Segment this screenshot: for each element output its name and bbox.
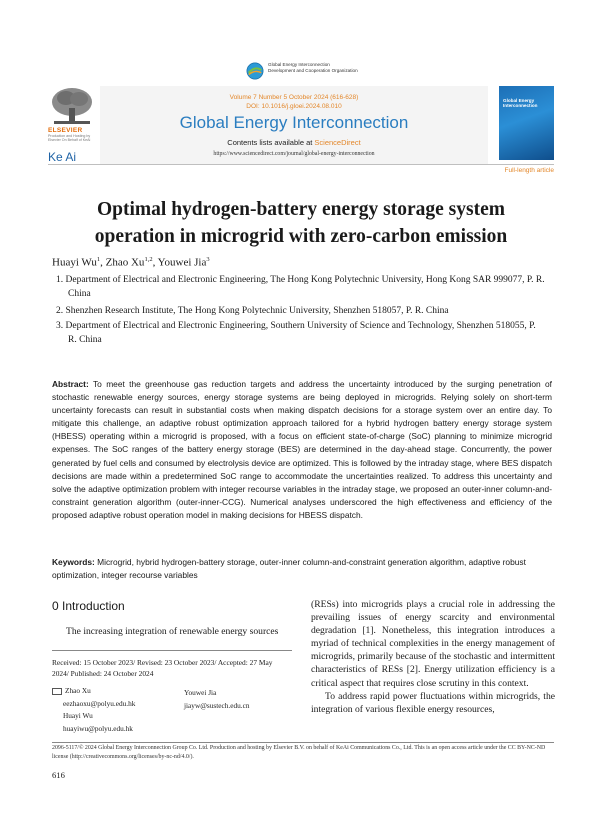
affiliation-number: 1. <box>56 275 64 285</box>
affiliation-text: Department of Electrical and Electronic Engineering, Southern University of Science and Technology, Shenzhen 518055, P. R. China <box>65 321 536 345</box>
contact-email[interactable]: jiayw@sustech.edu.cn <box>184 700 250 710</box>
intro-paragraph: To address rapid power fluctuations within microgrids, the integration of various flexible energy resources, <box>311 690 555 715</box>
author-separator: , <box>100 256 106 269</box>
author-affiliation-mark: 3 <box>206 256 210 263</box>
intro-left-paragraph: The increasing integration of renewable energy sources <box>66 626 279 637</box>
contact-name: Huayi Wu <box>63 711 93 720</box>
contents-prefix: Contents lists available at <box>227 138 315 147</box>
keywords-text: Microgrid, hybrid hydrogen-battery storage, outer-inner column-and-constraint generation algorithm, adaptive robust optimization, integer recourse variables <box>52 557 526 581</box>
contact-youwei-jia <box>184 687 249 712</box>
elsevier-wordmark: ELSEVIER <box>48 127 83 134</box>
org-logo-icon <box>246 62 264 80</box>
affiliation-item <box>56 305 546 319</box>
org-name-line1: Global Energy Interconnection <box>268 62 330 67</box>
keywords <box>52 556 552 582</box>
intro-paragraph: (RESs) into microgrids plays a crucial role in addressing the prevailing issues of energy scarcity and environmental degradation [1]. Nonetheless, this integration introduces a myriad of technical complexities in the energy management of microgrids, primarily because of the stochastic and intermittent characteristics of RESs [2]. Energy utilization efficiency is a critical aspect that requires close scrutiny in this context. <box>311 599 555 689</box>
paper-title-line1: Optimal hydrogen-battery energy storage system <box>97 199 505 220</box>
abstract-label: Abstract: <box>52 379 89 389</box>
elsevier-tree-logo-icon <box>48 86 96 126</box>
page-number: 616 <box>52 770 65 780</box>
cover-title: Global Energy Interconnection <box>503 98 538 109</box>
intro-right-column <box>311 598 555 716</box>
affiliation-number: 3. <box>56 321 64 331</box>
author-list <box>52 256 210 269</box>
contact-email[interactable]: eezhaoxu@polyu.edu.hk <box>63 698 136 708</box>
volume-line: Volume 7 Number 5 October 2024 (616-628) <box>229 94 359 101</box>
affiliation-text: Shenzhen Research Institute, The Hong Kong Polytechnic University, Shenzhen 518057, P. R. China <box>65 306 449 316</box>
affiliation-text: Department of Electrical and Electronic Engineering, The Hong Kong Polytechnic University, Hong Kong SAR 999077, P. R. China <box>65 275 545 299</box>
journal-title: Global Energy Interconnection <box>179 113 409 132</box>
elsevier-tagline: Production and Hosting by Elsevier On Behalf of KeAi <box>48 134 91 143</box>
keai-logo: Ke Ai <box>48 150 77 164</box>
paper-title <box>48 196 554 250</box>
affiliation-item <box>56 320 546 347</box>
contact-email[interactable]: huayiwu@polyu.edu.hk <box>63 723 133 733</box>
contact-name: Zhao Xu <box>65 686 91 695</box>
envelope-icon <box>52 688 62 695</box>
author-name: Zhao Xu <box>105 256 145 269</box>
copyright-notice: 2096-5117/© 2024 Global Energy Interconnection Group Co. Ltd. Production and hosting by Elsevier B.V. on behalf of KeAi Communications Co., Ltd. This is an open access article under the CC BY-NC-ND license (http://creativecommons.org/licenses/by-nc-nd/4.0/). <box>52 745 546 760</box>
affiliation-number: 2. <box>56 306 64 316</box>
paper-title-line2: operation in microgrid with zero-carbon emission <box>94 226 508 247</box>
author-separator: , <box>152 256 158 269</box>
keywords-label: Keywords: <box>52 557 95 567</box>
author-affiliation-mark: 1 <box>96 256 101 263</box>
org-name-line2: Development and Cooperation Organization <box>268 68 358 73</box>
contents-line <box>100 138 488 147</box>
abstract <box>52 378 552 522</box>
author-name: Huayi Wu <box>52 256 97 269</box>
contact-zhao-xu <box>52 685 135 710</box>
sciencedirect-link[interactable]: ScienceDirect <box>314 138 361 147</box>
doi-link[interactable]: DOI: 10.1016/j.gloei.2024.08.010 <box>246 103 342 110</box>
article-type-label: Full-length article <box>504 167 554 174</box>
header-divider <box>48 164 554 165</box>
contact-name: Youwei Jia <box>184 688 217 697</box>
abstract-text: To meet the greenhouse gas reduction targets and address the uncertainty introduced by the surging penetration of stochastic renewable energy sources, energy storage systems are being deployed in microgrids. Relying solely on short-term uncertainty forecasts can result in substantial costs when making dispatch decisions for a storage system over an entire day. To mitigate this challenge, an adaptive robust optimization approach tailored for a hybrid hydrogen battery energy storage system (HBESS) operating within a microgrid is proposed, with a focus on efficient state-of-charge (SoC) planning to minimize microgrid expenses. The SoC ranges of the battery energy storage (BES) are determined in the day-ahead stage. Concurrently, the power generated by fuel cells and consumed by electrolysis device are optimized. This is followed by the intraday stage, where BES dispatch decisions are made within a predetermined SoC range to accommodate the uncertainties realized. To address this uncertainty and solve the adaptive optimization problem with integer recourse variables in the intraday stage, we proposed an outer-inner column-and-constraint generation algorithm (outer-inner-CCG). Numerical analyses underscored the high effectiveness and efficiency of the proposed adaptive robust operation model in making decisions for HBESS dispatch. <box>52 379 552 520</box>
footer-divider <box>52 742 554 743</box>
affiliation-item <box>56 274 546 301</box>
contact-huayi-wu <box>63 710 133 735</box>
section-heading-introduction: 0 Introduction <box>52 599 125 613</box>
footnote-divider <box>52 650 292 651</box>
author-affiliation-mark: 1,2 <box>144 256 153 263</box>
org-name <box>268 62 388 74</box>
journal-homepage-link[interactable]: https://www.sciencedirect.com/journal/global-energy-interconnection <box>213 151 375 157</box>
author-name: Youwei Jia <box>157 256 207 269</box>
received-dates: Received: 15 October 2023/ Revised: 23 October 2023/ Accepted: 27 May 2024/ Published: 24 October 2024 <box>52 658 273 678</box>
